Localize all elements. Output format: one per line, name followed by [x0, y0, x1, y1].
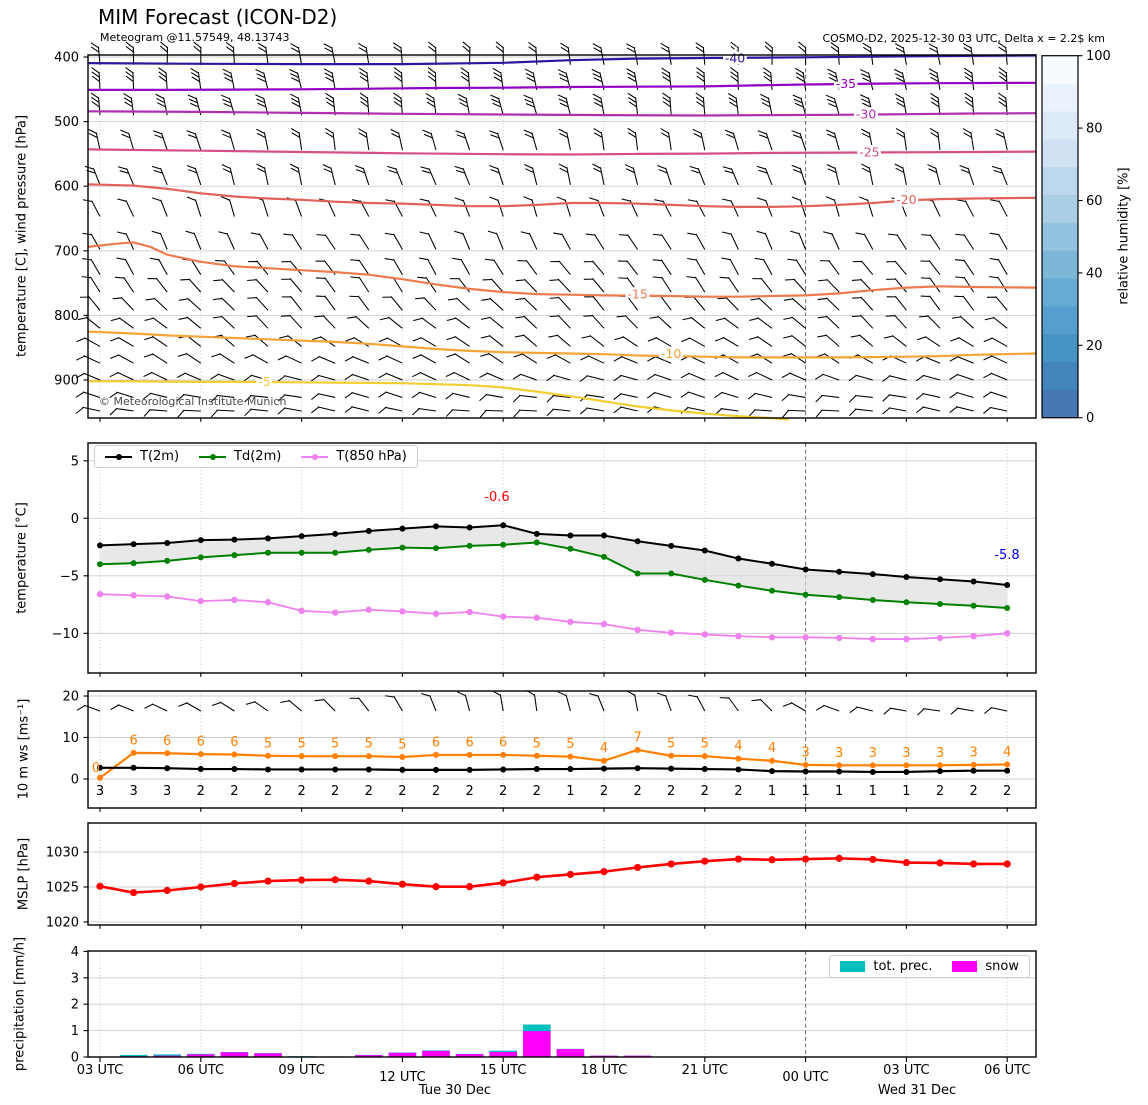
t2m-line-swatch	[105, 456, 132, 458]
ylabel-temperature: temperature [°C]	[14, 502, 30, 614]
surface-wind-barbs	[77, 689, 1007, 718]
snow-swatch	[952, 961, 977, 972]
gust-label: 3	[902, 745, 911, 761]
xtick-label: 03 UTC	[883, 1063, 930, 1078]
xtick-label: 12 UTC	[379, 1070, 426, 1085]
gust-label: 5	[263, 736, 273, 752]
wind-speed-label: 2	[599, 784, 609, 799]
temp-end-annotation: -5.8	[994, 548, 1020, 563]
gust-label: 4	[599, 741, 609, 757]
contour-label: -25	[859, 144, 880, 160]
gust-label: 5	[297, 736, 306, 752]
colorbar-tick-label: 0	[1086, 411, 1095, 427]
td2m-line-swatch	[199, 456, 226, 458]
wind-speed-label: 1	[767, 784, 777, 799]
wind-speed-label: 2	[532, 784, 541, 799]
xtick-label: 18 UTC	[580, 1063, 628, 1078]
wind-speed-label: 2	[431, 784, 441, 799]
legend-item-totprec	[840, 959, 932, 974]
wind-speed-label: 3	[163, 784, 172, 799]
xtick-label: 03 UTC	[76, 1063, 124, 1078]
wind-speed-label: 2	[633, 784, 642, 799]
ylabel-mslp: MSLP [hPa]	[16, 837, 32, 911]
humidity-colorbar	[1042, 49, 1111, 426]
ytick-label: 0	[70, 772, 79, 788]
ytick-label: 1025	[45, 880, 79, 896]
ytick-label: 5	[70, 454, 79, 470]
gust-label: 4	[734, 739, 743, 755]
legend-label-td2m: Td(2m)	[234, 449, 282, 464]
precip-bars	[120, 1025, 652, 1057]
legend-item-t2m	[105, 449, 179, 464]
colorbar-tick-label: 80	[1086, 121, 1103, 137]
precip-legend	[829, 955, 1030, 978]
xaxis-date-label: Tue 30 Dec	[418, 1083, 492, 1098]
contour-label: -10	[660, 346, 682, 362]
gust-label: 6	[129, 733, 138, 749]
gust-label: 3	[835, 745, 844, 761]
gust-label: 5	[566, 737, 575, 753]
copyright: © Meteorological Institute Munich	[99, 395, 287, 408]
xtick-label: 06 UTC	[177, 1063, 225, 1078]
wind-barb-field	[76, 42, 1007, 418]
ylabel-wind: 10 m ws [ms⁻¹]	[16, 698, 32, 800]
wind-speed-label: 3	[129, 784, 138, 799]
gust-label: 7	[633, 730, 642, 746]
wind-speed-label: 1	[801, 784, 810, 799]
t850-line-swatch	[301, 456, 328, 458]
gust-label: 3	[969, 745, 978, 761]
ytick-label: 500	[54, 115, 79, 131]
wind-speed-label: 1	[868, 784, 877, 799]
wind-speed-label: 2	[935, 784, 945, 799]
contour-label: -30	[855, 106, 877, 122]
page-title: MIM Forecast (ICON-D2)	[98, 5, 338, 29]
ytick-label: −5	[59, 569, 79, 585]
xtick-label: 15 UTC	[479, 1063, 527, 1078]
wind-speed-label: 2	[364, 784, 373, 799]
xaxis-date-label: Wed 31 Dec	[877, 1083, 957, 1098]
ytick-label: 10	[62, 731, 79, 746]
ylabel-upper-air: temperature [C], wind pressure [hPa]	[14, 114, 30, 358]
colorbar-tick-label: 20	[1086, 338, 1103, 354]
contour-label: -15	[627, 286, 648, 302]
ytick-label: 1030	[45, 845, 79, 861]
ytick-label: 3	[70, 971, 79, 987]
ytick-label: 700	[54, 244, 79, 260]
ytick-label: 600	[54, 179, 79, 195]
wind-speed-label: 2	[734, 784, 743, 799]
ytick-label: −10	[51, 626, 79, 642]
wind-speed-label: 2	[969, 784, 978, 799]
ytick-label: 1020	[45, 915, 79, 931]
colorbar-tick-label: 100	[1086, 49, 1111, 65]
gust-label: 6	[431, 735, 441, 751]
xtick-label: 09 UTC	[278, 1063, 325, 1078]
gust-label: 5	[331, 736, 340, 752]
gust-label: 5	[667, 736, 676, 752]
xtick-label: 00 UTC	[782, 1070, 829, 1085]
colorbar-tick-label: 60	[1086, 194, 1103, 209]
model-info: COSMO-D2, 2025-12-30 03 UTC, Delta x = 2.2$ km	[822, 32, 1105, 45]
gust-label: 6	[196, 734, 205, 750]
temperature-legend	[94, 445, 418, 468]
panels	[46, 42, 1111, 1066]
contour-label: -5	[258, 373, 271, 389]
gust-label: 6	[230, 735, 239, 751]
wind-speed-label: 1	[902, 784, 911, 799]
wind-speed-label: 2	[230, 784, 239, 799]
ytick-label: 0	[70, 511, 79, 527]
wind-speed-label: 2	[263, 784, 273, 799]
gust-label: 6	[499, 735, 508, 751]
gust-label: 3	[801, 745, 810, 761]
gust-label: 6	[163, 733, 172, 749]
contour-label: -35	[835, 76, 857, 92]
ytick-label: 400	[54, 50, 79, 66]
ytick-label: 1	[70, 1024, 79, 1040]
legend-item-snow	[952, 959, 1019, 974]
wind-speed-label: 2	[1003, 784, 1012, 799]
gust-label: 4	[767, 741, 777, 757]
legend-label-t2m: T(2m)	[140, 449, 180, 464]
wind-speed-label: 2	[398, 784, 407, 799]
gust-label: 4	[1003, 744, 1012, 760]
ytick-label: 900	[54, 373, 79, 389]
legend-label-t850: T(850 hPa)	[336, 449, 407, 464]
ytick-label: 2	[70, 997, 79, 1013]
contour-label: -20	[896, 191, 917, 207]
wind-speed-label: 2	[700, 784, 709, 799]
temp-max-annotation: -0.6	[484, 490, 510, 505]
totprec-swatch	[840, 961, 865, 972]
ytick-label: 0	[70, 1050, 79, 1066]
contour-label: -40	[724, 50, 746, 66]
ytick-label: 800	[54, 308, 79, 324]
colorbar-label: relative humidity [%]	[1116, 167, 1132, 305]
ytick-label: 20	[62, 689, 79, 705]
gust-label: 6	[465, 735, 474, 751]
wind-speed-label: 3	[95, 784, 105, 799]
wind-speed-label: 2	[499, 784, 508, 799]
gust-label: 5	[532, 736, 541, 752]
wind-speed-label: 2	[465, 784, 474, 799]
wind-speed-label: 2	[331, 784, 340, 799]
xtick-label: 06 UTC	[983, 1063, 1031, 1078]
legend-label-totprec: tot. prec.	[873, 959, 933, 974]
wind-speed-label: 1	[835, 784, 844, 799]
legend-label-snow: snow	[985, 959, 1019, 974]
wind-speed-label: 2	[297, 784, 306, 799]
ytick-label: 4	[70, 944, 79, 960]
xtick-label: 21 UTC	[681, 1063, 729, 1078]
wind-speed-label: 1	[566, 784, 575, 799]
gust-label: 5	[700, 736, 709, 752]
legend-item-t850	[301, 449, 407, 464]
legend-item-td2m	[199, 449, 281, 464]
wind-speed-label: 2	[667, 784, 676, 799]
colorbar-tick-label: 40	[1086, 266, 1103, 282]
gust-label: 5	[364, 736, 373, 752]
gust-label: 3	[868, 745, 877, 761]
wind-speed-label: 2	[196, 784, 205, 799]
gust-label: 0	[91, 761, 101, 776]
location-subtitle: Meteogram @11.57549, 48.13743	[100, 31, 290, 44]
gust-label: 5	[398, 737, 407, 753]
gust-label: 3	[935, 745, 945, 761]
ylabel-precip: precipitation [mm/h]	[12, 936, 28, 1072]
